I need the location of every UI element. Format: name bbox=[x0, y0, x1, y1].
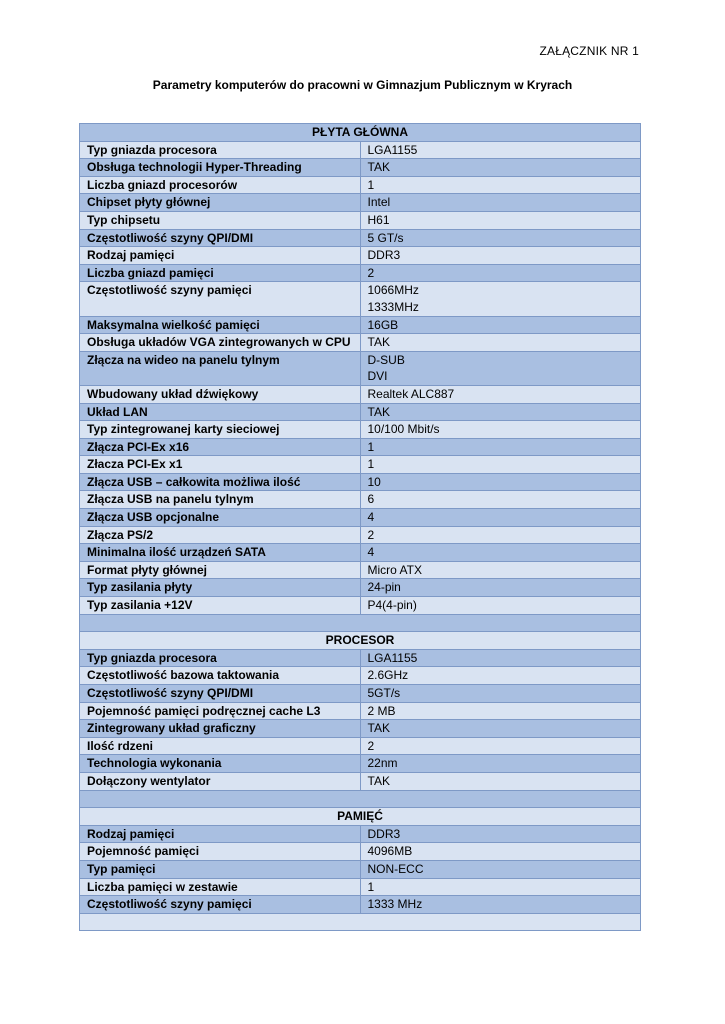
param-value-line: LGA1155 bbox=[367, 142, 418, 157]
table-row bbox=[80, 896, 641, 914]
table-row bbox=[80, 491, 641, 509]
param-value-line: DVI bbox=[367, 369, 388, 384]
param-value-line: 10/100 Mbit/s bbox=[367, 422, 440, 437]
param-value-line: 1333 MHz bbox=[367, 897, 423, 912]
param-name: Typ zintegrowanej karty sieciowej bbox=[80, 421, 361, 439]
param-value-line: TAK bbox=[367, 404, 390, 419]
param-value-line: TAK bbox=[367, 773, 390, 788]
table-row bbox=[80, 561, 641, 579]
param-value-line: 2 MB bbox=[367, 703, 396, 718]
param-value bbox=[360, 282, 641, 316]
param-value-line: 16GB bbox=[367, 317, 399, 332]
param-name: Liczba gniazd procesorów bbox=[80, 176, 361, 194]
param-name: Ilość rdzeni bbox=[80, 737, 361, 755]
param-value-line: 2.6GHz bbox=[367, 668, 409, 683]
table-row bbox=[80, 544, 641, 562]
table-row bbox=[80, 843, 641, 861]
table-row bbox=[80, 282, 641, 316]
spacer-cell bbox=[80, 913, 641, 931]
param-name: Częstotliwość szyny QPI/DMI bbox=[80, 685, 361, 703]
param-value bbox=[360, 491, 641, 509]
param-value bbox=[360, 264, 641, 282]
param-value bbox=[360, 737, 641, 755]
param-value-line: 1 bbox=[367, 439, 375, 454]
param-value-line: 10 bbox=[367, 474, 381, 489]
param-name: Rodzaj pamięci bbox=[80, 247, 361, 265]
param-name: Format płyty głównej bbox=[80, 561, 361, 579]
table-row bbox=[80, 860, 641, 878]
param-value bbox=[360, 772, 641, 790]
table-row bbox=[80, 509, 641, 527]
param-name: Częstotliwość szyny pamięci bbox=[80, 282, 361, 316]
param-name: Złacza PCI-Ex x1 bbox=[80, 456, 361, 474]
param-value bbox=[360, 667, 641, 685]
param-value bbox=[360, 456, 641, 474]
param-name: Złącza USB – całkowita możliwa ilość bbox=[80, 473, 361, 491]
param-value bbox=[360, 229, 641, 247]
param-value-line: 1333MHz bbox=[367, 299, 419, 314]
param-value-line: 22nm bbox=[367, 756, 398, 771]
param-value bbox=[360, 843, 641, 861]
param-name: Rodzaj pamięci bbox=[80, 825, 361, 843]
table-row bbox=[80, 385, 641, 403]
param-value bbox=[360, 176, 641, 194]
param-value bbox=[360, 702, 641, 720]
param-value-line: D-SUB bbox=[367, 352, 405, 367]
param-name: Zintegrowany układ graficzny bbox=[80, 720, 361, 738]
param-name: Pojemność pamięci bbox=[80, 843, 361, 861]
spacer-cell bbox=[80, 790, 641, 808]
table-row bbox=[80, 737, 641, 755]
param-name: Układ LAN bbox=[80, 403, 361, 421]
param-name: Typ zasilania +12V bbox=[80, 597, 361, 615]
table-row bbox=[80, 720, 641, 738]
table-row bbox=[80, 526, 641, 544]
table-row bbox=[80, 667, 641, 685]
table-row bbox=[80, 264, 641, 282]
section-header-row bbox=[80, 632, 641, 650]
param-value-line: 4 bbox=[367, 545, 375, 560]
spacer-row bbox=[80, 913, 641, 931]
param-name: Obsługa technologii Hyper-Threading bbox=[80, 159, 361, 177]
table-row bbox=[80, 403, 641, 421]
table-row bbox=[80, 229, 641, 247]
param-value-line: DDR3 bbox=[367, 826, 401, 841]
param-name: Złącza PS/2 bbox=[80, 526, 361, 544]
param-name: Złącza na wideo na panelu tylnym bbox=[80, 351, 361, 385]
param-value bbox=[360, 597, 641, 615]
param-value bbox=[360, 544, 641, 562]
param-name: Częstotliwość szyny pamięci bbox=[80, 896, 361, 914]
param-value bbox=[360, 860, 641, 878]
table-row bbox=[80, 176, 641, 194]
param-value-line: 4 bbox=[367, 510, 375, 525]
param-name: Dołączony wentylator bbox=[80, 772, 361, 790]
section-title: PAMIĘĆ bbox=[80, 808, 641, 826]
param-value bbox=[360, 438, 641, 456]
param-value-line: 2 bbox=[367, 738, 375, 753]
param-name: Typ zasilania płyty bbox=[80, 579, 361, 597]
param-name: Maksymalna wielkość pamięci bbox=[80, 316, 361, 334]
param-value-line: P4(4-pin) bbox=[367, 598, 417, 613]
table-row bbox=[80, 159, 641, 177]
table-row bbox=[80, 685, 641, 703]
param-value bbox=[360, 159, 641, 177]
section-title: PROCESOR bbox=[80, 632, 641, 650]
table-row bbox=[80, 141, 641, 159]
table-row bbox=[80, 351, 641, 385]
spacer-cell bbox=[80, 614, 641, 632]
param-value bbox=[360, 334, 641, 352]
attachment-label: ZAŁĄCZNIK NR 1 bbox=[539, 44, 639, 58]
param-value bbox=[360, 421, 641, 439]
table-row bbox=[80, 878, 641, 896]
param-value-line: 4096MB bbox=[367, 844, 413, 859]
section-title: PŁYTA GŁÓWNA bbox=[80, 124, 641, 142]
table-row bbox=[80, 579, 641, 597]
param-name: Liczba gniazd pamięci bbox=[80, 264, 361, 282]
section-header-row bbox=[80, 808, 641, 826]
param-value-line: NON-ECC bbox=[367, 861, 424, 876]
param-name: Typ gniazda procesora bbox=[80, 649, 361, 667]
param-value-line: TAK bbox=[367, 160, 390, 175]
document-title: Parametry komputerów do pracowni w Gimnazjum Publicznym w Kryrach bbox=[152, 78, 573, 92]
param-value bbox=[360, 825, 641, 843]
param-value bbox=[360, 247, 641, 265]
param-name: Liczba pamięci w zestawie bbox=[80, 878, 361, 896]
table-row bbox=[80, 247, 641, 265]
param-name: Złącza USB na panelu tylnym bbox=[80, 491, 361, 509]
param-value-line: TAK bbox=[367, 335, 390, 350]
table-row bbox=[80, 316, 641, 334]
param-value bbox=[360, 685, 641, 703]
table-row bbox=[80, 438, 641, 456]
table-row bbox=[80, 702, 641, 720]
param-value-line: DDR3 bbox=[367, 248, 401, 263]
param-name: Złącza USB opcjonalne bbox=[80, 509, 361, 527]
param-value-line: H61 bbox=[367, 212, 390, 227]
param-value bbox=[360, 211, 641, 229]
param-value-line: 1 bbox=[367, 177, 375, 192]
param-value bbox=[360, 351, 641, 385]
param-value bbox=[360, 720, 641, 738]
table-row bbox=[80, 772, 641, 790]
param-name: Typ chipsetu bbox=[80, 211, 361, 229]
param-value bbox=[360, 649, 641, 667]
param-name: Złącza PCI-Ex x16 bbox=[80, 438, 361, 456]
param-value bbox=[360, 473, 641, 491]
param-value-line: 2 bbox=[367, 527, 375, 542]
param-value-line: 6 bbox=[367, 492, 375, 507]
param-name: Pojemność pamięci podręcznej cache L3 bbox=[80, 702, 361, 720]
param-value bbox=[360, 579, 641, 597]
param-value-line: LGA1155 bbox=[367, 650, 418, 665]
param-value-line: 24-pin bbox=[367, 580, 401, 595]
param-value bbox=[360, 141, 641, 159]
param-name: Typ pamięci bbox=[80, 860, 361, 878]
param-value bbox=[360, 878, 641, 896]
param-value-line: Realtek ALC887 bbox=[367, 386, 455, 401]
spacer-row bbox=[80, 790, 641, 808]
spec-table-body bbox=[80, 124, 641, 931]
param-name: Minimalna ilość urządzeń SATA bbox=[80, 544, 361, 562]
param-value bbox=[360, 403, 641, 421]
table-row bbox=[80, 825, 641, 843]
param-value bbox=[360, 896, 641, 914]
table-row bbox=[80, 597, 641, 615]
param-value-line: 2 bbox=[367, 265, 375, 280]
param-value-line: 1 bbox=[367, 457, 375, 472]
param-value-line: 5GT/s bbox=[367, 686, 401, 700]
param-name: Typ gniazda procesora bbox=[80, 141, 361, 159]
table-row bbox=[80, 421, 641, 439]
param-value-line: TAK bbox=[367, 721, 390, 736]
param-value bbox=[360, 561, 641, 579]
param-name: Obsługa układów VGA zintegrowanych w CPU bbox=[80, 334, 361, 352]
param-value-line: 1066MHz bbox=[367, 283, 419, 298]
table-row bbox=[80, 211, 641, 229]
spacer-row bbox=[80, 614, 641, 632]
param-value bbox=[360, 316, 641, 334]
table-row bbox=[80, 473, 641, 491]
param-value bbox=[360, 194, 641, 212]
param-name: Częstotliwość bazowa taktowania bbox=[80, 667, 361, 685]
section-header-row bbox=[80, 124, 641, 142]
table-row bbox=[80, 456, 641, 474]
param-name: Wbudowany układ dźwiękowy bbox=[80, 385, 361, 403]
param-name: Chipset płyty głównej bbox=[80, 194, 361, 212]
table-row bbox=[80, 194, 641, 212]
param-value-line: Micro ATX bbox=[367, 562, 422, 577]
param-value bbox=[360, 526, 641, 544]
table-row bbox=[80, 755, 641, 773]
spec-table bbox=[79, 123, 641, 931]
param-value-line: Intel bbox=[367, 195, 391, 210]
param-value-line: 5 GT/s bbox=[367, 230, 404, 245]
param-name: Technologia wykonania bbox=[80, 755, 361, 773]
param-value-line: 1 bbox=[367, 879, 375, 894]
table-row bbox=[80, 334, 641, 352]
param-value bbox=[360, 385, 641, 403]
param-value bbox=[360, 509, 641, 527]
param-name: Częstotliwość szyny QPI/DMI bbox=[80, 229, 361, 247]
param-value bbox=[360, 755, 641, 773]
table-row bbox=[80, 649, 641, 667]
